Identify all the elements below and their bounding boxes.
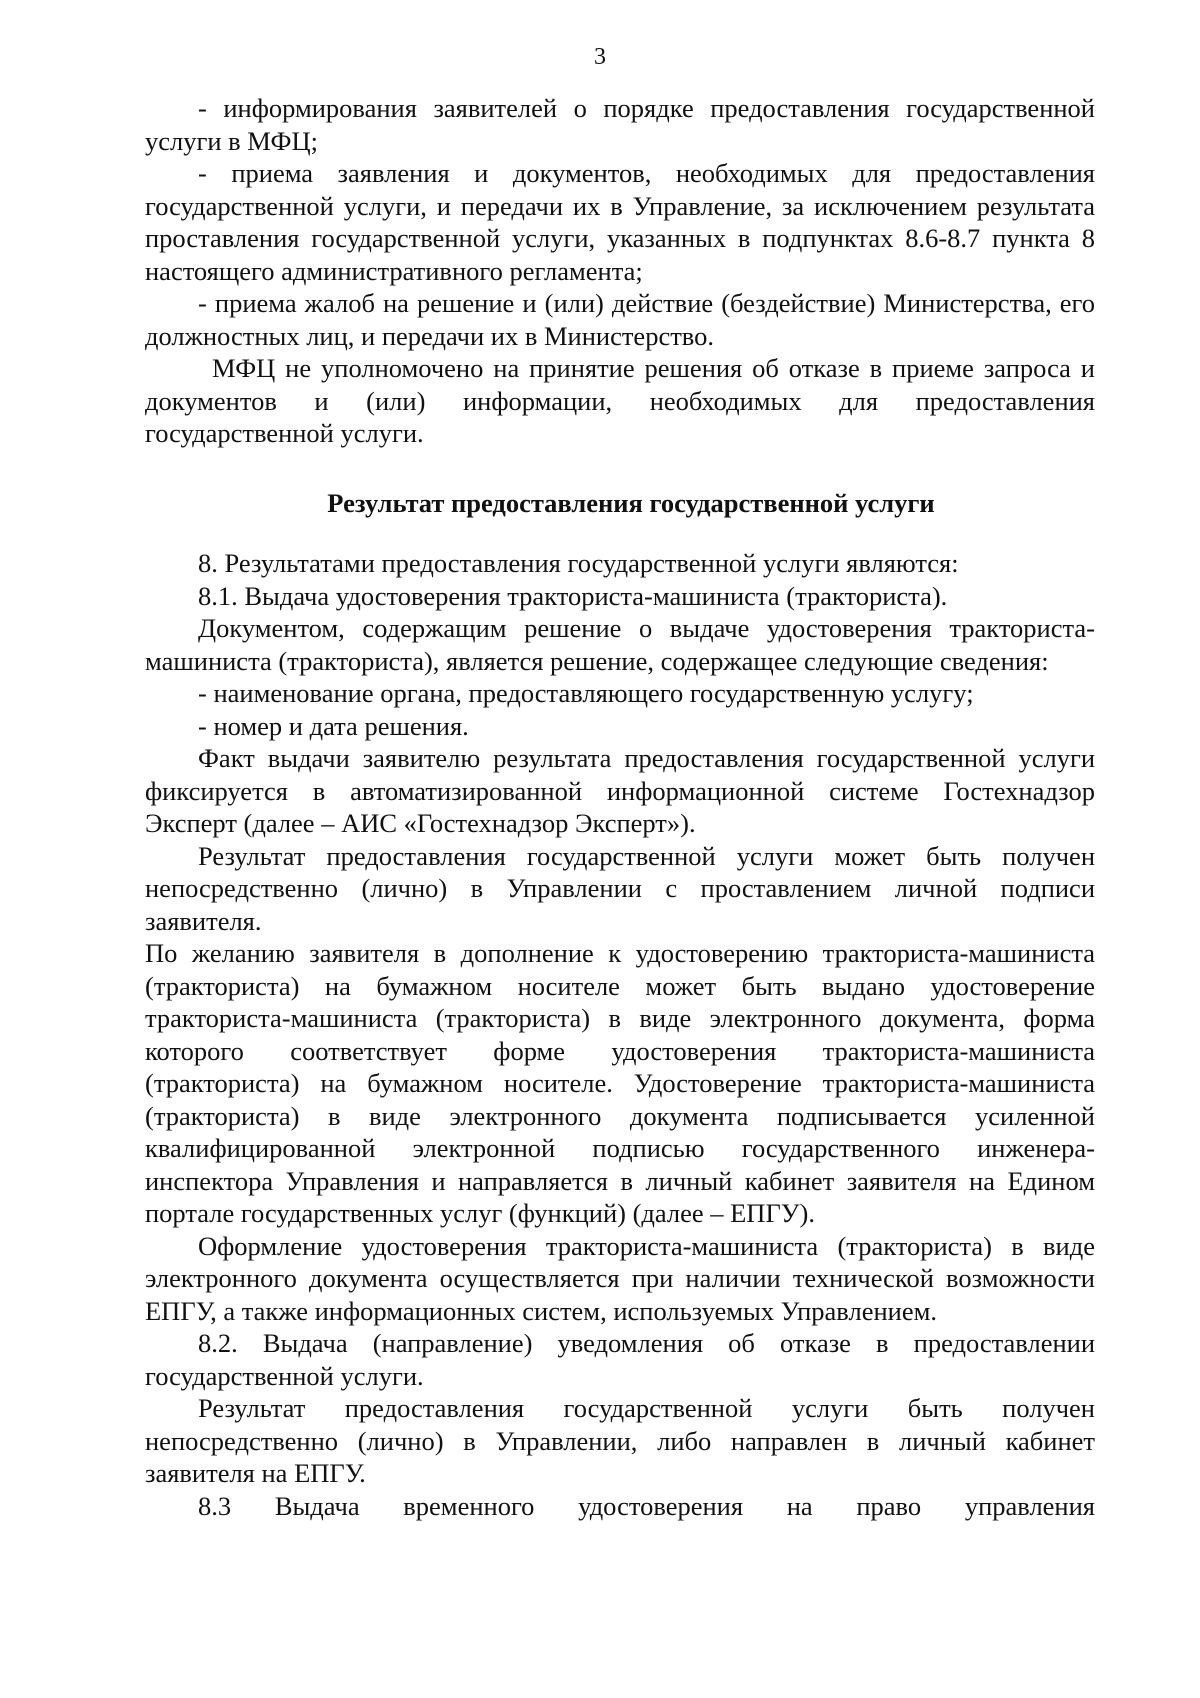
paragraph-receiving-complaints: - приема жалоб на решение и (или) действие (бездействие) Министерства, его должностных лиц, и передачи их в Министерство.	[145, 288, 1095, 351]
list-item-decision-number: - номер и дата решения.	[198, 710, 469, 741]
page-number: 3	[594, 44, 606, 70]
paragraph-electronic-certificate: По желанию заявителя в дополнение к удостоверению тракториста-машиниста (тракториста) на бумажном носителе может быть выдано удостоверение тракториста-машиниста (тракториста) в виде электронного документа, форма которого соответствует форме удостоверения тракториста-машиниста (тракториста) на бумажном носителе. Удостоверение тракториста-машиниста (тракториста) в виде электронного документа подписывается усиленной квалифицированной электронной подписью государственного инженера-инспектора Управления и направляется в личный кабинет заявителя на Едином портале государственных услуг (функций) (далее – ЕПГУ).	[145, 938, 1095, 1228]
document-body	[145, 92, 1095, 1522]
paragraph-item-8-1: 8.1. Выдача удостоверения тракториста-машиниста (тракториста).	[198, 580, 948, 611]
paragraph-decision-document: Документом, содержащим решение о выдаче удостоверения тракториста-машиниста (тракториста), является решение, содержащее следующие сведения:	[145, 613, 1095, 676]
section-heading: Результат предоставления государственной услуги	[327, 487, 935, 518]
paragraph-item-8-3: 8.3 Выдача временного удостоверения на право управления	[198, 1490, 1095, 1521]
paragraph-mfc-authority: МФЦ не уполномочено на принятие решения об отказе в приеме запроса и документов и (или) информации, необходимых для предоставления государственной услуги.	[145, 353, 1095, 448]
paragraph-item-8: 8. Результатами предоставления государственной услуги являются:	[198, 548, 959, 578]
paragraph-result-in-person: Результат предоставления государственной услуги может быть получен непосредственно (лично) в Управлении с проставлением личной подписи заявителя.	[145, 840, 1095, 936]
paragraph-receiving-applications: - приема заявления и документов, необходимых для предоставления государственной услуги, и передачи их в Управление, за исключением результата проставления государственной услуги, указанных в подпунктах 8.6-8.7 пункта 8 настоящего административного регламента;	[145, 158, 1095, 286]
paragraph-issuance-recorded: Факт выдачи заявителю результата предоставления государственной услуги фиксируется в автоматизированной информационной системе Гостехнадзор Эксперт (далее – АИС «Гостехнадзор Эксперт»).	[145, 743, 1095, 838]
paragraph-informing: - информирования заявителей о порядке предоставления государственной услуги в МФЦ;	[145, 93, 1095, 156]
list-item-organ-name: - наименование органа, предоставляющего государственную услугу;	[198, 678, 974, 708]
paragraph-item-8-2: 8.2. Выдача (направление) уведомления об отказе в предоставлении государственной услуги.	[145, 1328, 1095, 1391]
paragraph-result-delivery: Результат предоставления государственной услуги быть получен непосредственно (лично) в Управлении, либо направлен в личный кабинет заявителя на ЕПГУ.	[145, 1393, 1095, 1488]
paragraph-electronic-processing: Оформление удостоверения тракториста-машиниста (тракториста) в виде электронного документа осуществляется при наличии технической возможности ЕПГУ, а также информационных систем, используемых Управлением.	[145, 1230, 1095, 1326]
